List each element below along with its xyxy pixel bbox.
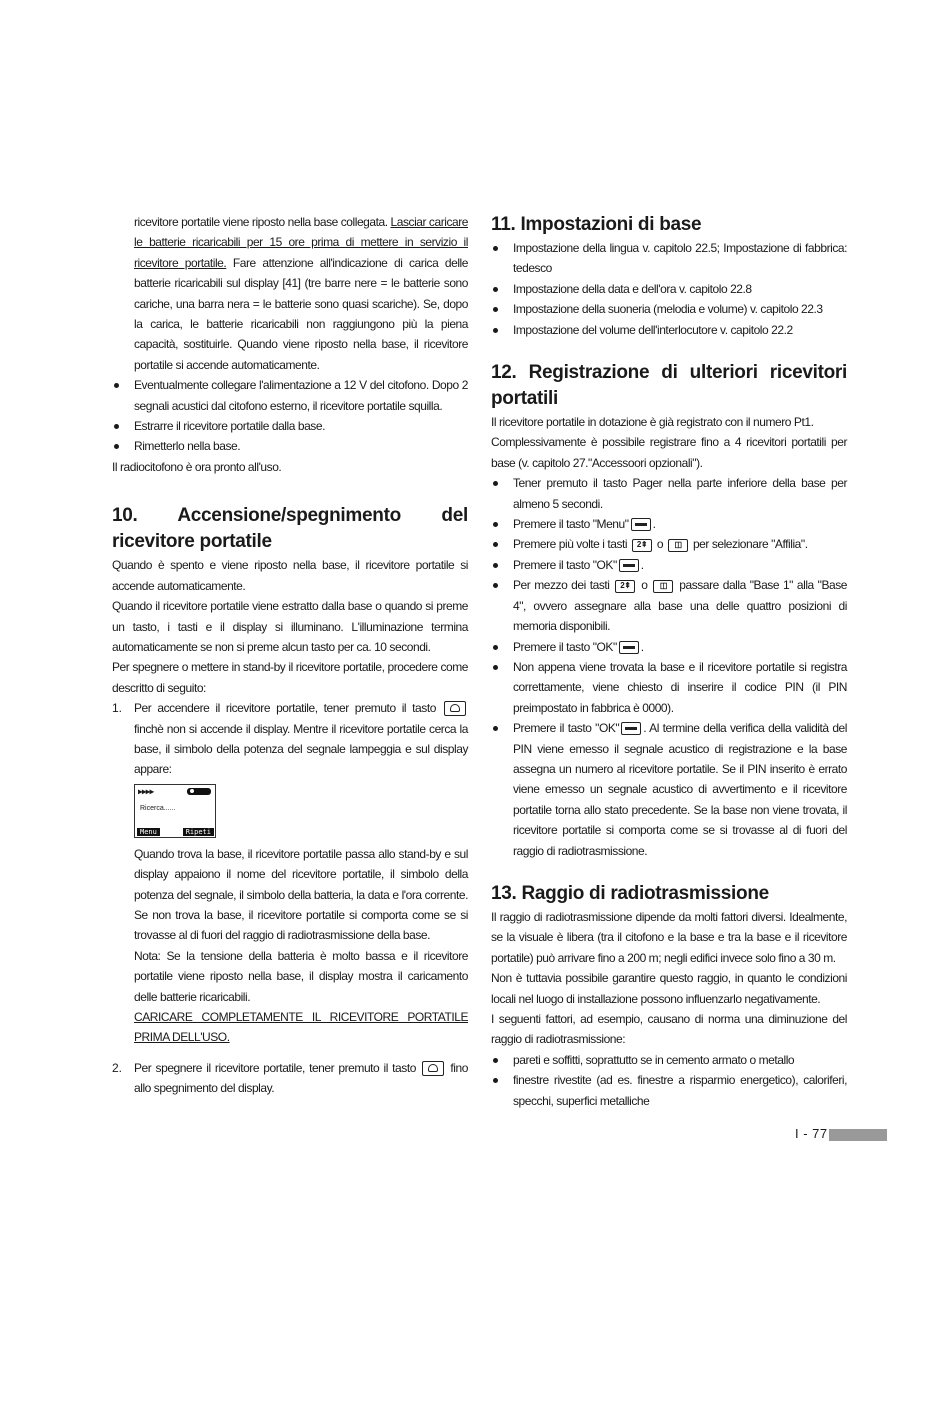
setup-bullets bbox=[112, 375, 468, 457]
registration-steps bbox=[491, 473, 847, 861]
list-item: Per mezzo dei tasti 2⇞ o ◫ passare dalla "Base 1" alla "Base 4", ovvero assegnare alla base una delle quattro posizioni di memoria disponibili. bbox=[491, 575, 847, 636]
softkey-right-label: Ripeti bbox=[183, 828, 214, 836]
note: Nota: Se la tensione della batteria è molto bassa e il ricevitore portatile viene riposto nella base, il display mostra il caricamento delle batterie ricaricabili. bbox=[134, 948, 468, 1004]
phonebook-key-icon: ◫ bbox=[668, 539, 688, 552]
paragraph: I seguenti fattori, ad esempio, causano di norma una diminuzione del raggio di radiotrasmissione: bbox=[491, 1012, 847, 1047]
basic-settings-list bbox=[491, 238, 847, 340]
intro-paragraph: ricevitore portatile viene riposto nella base collegata. Lasciar caricare le batterie ricaricabili per 15 ore prima di mettere in servizio il ricevitore portatile. Fare attenzione all'indicazione di carica delle batterie ricaricabili sul display [41] (tre barre nere = le batterie sono cariche, una barra nera = le batterie sono quasi scariche). Se, dopo la carica, le batterie ricaricabili non raggiungono più la piena capacità, sostituirle. Quando viene riposto nella base, il ricevitore portatile si accende automaticamente. bbox=[134, 215, 469, 372]
section-11-heading: 11. Impostazioni di base bbox=[491, 214, 702, 235]
step-2: 2. Per spegnere il ricevitore portatile, tener premuto il tasto fino allo spegnimento del display. bbox=[112, 1060, 468, 1096]
right-column bbox=[491, 212, 847, 1111]
warning: CARICARE COMPLETAMENTE IL RICEVITORE PORTATILE PRIMA DELL'USO. bbox=[134, 1010, 468, 1045]
display-text: Ricerca...... bbox=[140, 804, 176, 812]
list-item: Non appena viene trovata la base e il ricevitore portatile si registra correttamente, viene chiesto di inserire il codice PIN (il PIN preimpostato in fabbrica è 0000). bbox=[491, 657, 847, 718]
list-item: Premere più volte i tasti 2⇞ o ◫ per selezionare "Affilia". bbox=[491, 534, 847, 554]
ok-key-icon bbox=[619, 641, 639, 654]
list-item: pareti e soffitti, soprattutto se in cemento armato o metallo bbox=[491, 1050, 847, 1070]
list-item: Premere il tasto "OK" . bbox=[491, 637, 847, 657]
left-column bbox=[112, 212, 468, 1099]
up-key-icon: 2⇞ bbox=[615, 580, 635, 593]
section-10-heading: 10. Accensione/spegnimento del ricevitore portatile bbox=[112, 505, 468, 553]
list-item: Premere il tasto "OK" . bbox=[491, 555, 847, 575]
list-item: Impostazione del volume dell'interlocutore v. capitolo 22.2 bbox=[491, 320, 847, 340]
list-item: Premere il tasto "OK" . Al termine della verifica della validità del PIN viene emesso il segnale acustico di registrazione e la base assegna un numero al ricevitore portatile. Se il PIN inserito è errato viene emesso un segnale acustico di avvertimento e il ricevitore portatile torna allo stato precedente. Se la base non viene trovata, il ricevitore portatile si comporta come se si trovasse al di fuori del raggio di radiotrasmissione. bbox=[491, 718, 847, 861]
list-item: Tener premuto il tasto Pager nella parte inferiore della base per almeno 5 secondi. bbox=[491, 473, 847, 514]
list-item: Rimetterlo nella base. bbox=[112, 436, 468, 456]
phone-key-icon bbox=[422, 1061, 444, 1076]
softkey-left-label: Menu bbox=[137, 828, 160, 836]
paragraph: Per spegnere o mettere in stand-by il ricevitore portatile, procedere come descritto di seguito: bbox=[112, 660, 468, 695]
list-item: finestre rivestite (ad es. finestre a risparmio energetico), caloriferi, specchi, superfici metalliche bbox=[491, 1070, 847, 1111]
list-item: Impostazione della lingua v. capitolo 22.5; Impostazione di fabbrica: tedesco bbox=[491, 238, 847, 279]
paragraph: Non è tuttavia possibile garantire questo raggio, in quanto le condizioni locali nel luogo di installazione possono influenzarlo negativamente. bbox=[491, 971, 847, 1006]
list-item: Impostazione della suoneria (melodia e volume) v. capitolo 22.3 bbox=[491, 299, 847, 319]
list-item: Impostazione della data e dell'ora v. capitolo 22.8 bbox=[491, 279, 847, 299]
ok-key-icon bbox=[621, 722, 641, 735]
phonebook-key-icon: ◫ bbox=[653, 580, 673, 593]
section-13-heading: 13. Raggio di radiotrasmissione bbox=[491, 882, 769, 904]
paragraph: Quando trova la base, il ricevitore portatile passa allo stand-by e sul display appaiono il nome del ricevitore portatile, il simbolo della potenza del segnale, il simbolo della batteria, la data e l'ora corrente. Se non trova la base, il ricevitore portatile si comporta come se si trovasse al di fuori del raggio di radiotrasmissione della base. bbox=[134, 846, 468, 943]
signal-strength-icon: ▶▶▶▶ bbox=[138, 786, 154, 796]
phone-key-icon bbox=[444, 701, 466, 716]
paragraph: Quando è spento e viene riposto nella base, il ricevitore portatile si accende automaticamente. bbox=[112, 558, 468, 593]
list-item: Estrarre il ricevitore portatile dalla base. bbox=[112, 416, 468, 436]
range-factors-list bbox=[491, 1050, 847, 1111]
step-1: 1. Per accendere il ricevitore portatile, tener premuto il tasto finchè non si accende il display. Mentre il ricevitore portatile cerca la base, il simbolo della potenza del segnale lampeggia e sul display appare: bbox=[112, 701, 468, 777]
section-12-heading: 12. Registrazione di ulteriori ricevitori portatili bbox=[491, 362, 847, 410]
menu-key-icon bbox=[631, 518, 651, 531]
list-item: Premere il tasto "Menu" . bbox=[491, 514, 847, 534]
ready-text: Il radiocitofono è ora pronto all'uso. bbox=[112, 459, 282, 474]
battery-icon bbox=[187, 788, 211, 795]
paragraph: Quando il ricevitore portatile viene estratto dalla base o quando si preme un tasto, i tasti e il display si illuminano. L'illuminazione termina automaticamente se non si preme alcun tasto per ca. 10 secondi. bbox=[112, 599, 468, 654]
handset-display-image bbox=[134, 784, 216, 838]
paragraph: Complessivamente è possibile registrare fino a 4 ricevitori portatili per base (v. capitolo 27."Accessoori opzionali"). bbox=[491, 435, 847, 470]
up-key-icon: 2⇞ bbox=[632, 539, 652, 552]
page-marker-bar bbox=[829, 1129, 887, 1141]
paragraph: Il ricevitore portatile in dotazione è già registrato con il numero Pt1. bbox=[491, 415, 814, 430]
list-item: Eventualmente collegare l'alimentazione a 12 V del citofono. Dopo 2 segnali acustici dal citofono esterno, il ricevitore portatile squilla. bbox=[112, 375, 468, 416]
page-number: I - 77 bbox=[795, 1126, 828, 1141]
ok-key-icon bbox=[619, 559, 639, 572]
paragraph: Il raggio di radiotrasmissione dipende da molti fattori diversi. Idealmente, se la visuale è libera (tra il citofono e la base e tra la base e il ricevitore portatile) può arrivare fino a 200 m; negli edifici invece solo fino a 30 m. bbox=[491, 909, 847, 965]
